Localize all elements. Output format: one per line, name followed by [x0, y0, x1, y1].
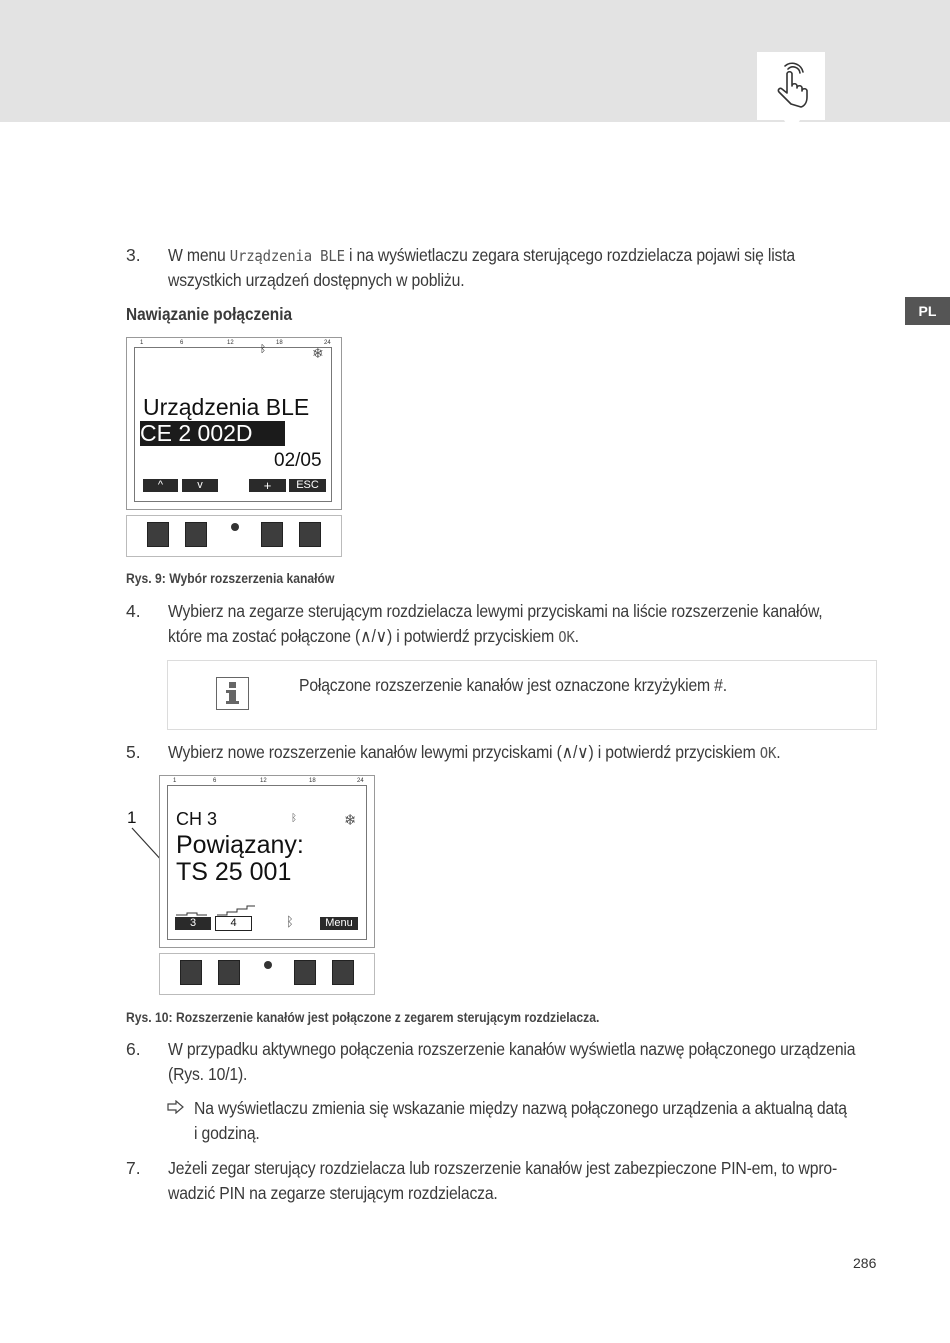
menu-softkey: Menu	[320, 917, 358, 930]
figure-10-caption: Rys. 10: Rozszerzenie kanałów jest połączone z zegarem sterującym rozdzielacza.	[126, 1010, 600, 1025]
tick-1: 1	[140, 340, 144, 346]
figure-10-line1: Powiązany:	[176, 831, 304, 859]
step-5-text	[168, 740, 780, 766]
device-button-1	[180, 960, 202, 985]
step-4-line2-a: które ma zostać połączone (∧/∨) i potwierdź przyciskiem	[168, 626, 559, 646]
tick-12: 12	[260, 778, 267, 784]
step-4-line1: Wybierz na zegarze sterującym rozdzielacza lewymi przyciskami na liście rozszerzenie kanałów,	[168, 601, 823, 621]
figure-10-device	[159, 775, 375, 995]
info-text: Połączone rozszerzenie kanałów jest oznaczone krzyżykiem #.	[299, 675, 727, 695]
tab-touch-icon	[757, 52, 825, 120]
figure-10-channel: CH 3	[176, 809, 218, 829]
step-3-line2: wszystkich urządzeń dostępnych w pobliżu.	[168, 270, 465, 290]
device-led	[231, 523, 239, 531]
tick-12: 12	[227, 340, 234, 346]
tick-1: 1	[173, 778, 177, 784]
figure-9-counter: 02/05	[274, 450, 322, 471]
step-3-text-b: i na wyświetlaczu zegara sterującego rozdzielacza pojawi się lista	[344, 245, 796, 265]
softkey-up: ^	[143, 479, 178, 492]
device-button-4	[299, 522, 321, 547]
section-heading: Nawiązanie połączenia	[126, 304, 293, 324]
bluetooth-status-icon: ᛒ	[286, 914, 294, 929]
page-number: 286	[853, 1255, 877, 1271]
snowflake-icon: ❄	[312, 345, 324, 361]
device-button-2	[218, 960, 240, 985]
bluetooth-icon: ᛒ	[260, 344, 266, 355]
device-led	[264, 961, 272, 969]
figure-9-caption: Rys. 9: Wybór rozszerzenia kanałów	[126, 571, 335, 586]
softkey-down: v	[182, 479, 218, 492]
step-5-ok: OK	[759, 744, 777, 762]
info-box	[167, 660, 877, 730]
figure-9-device	[126, 337, 342, 557]
step-3-menu-name: Urządzenia BLE	[229, 247, 345, 265]
step-3-text	[168, 243, 795, 269]
device-button-2	[185, 522, 207, 547]
step-6-line2: (Rys. 10/1).	[168, 1064, 248, 1084]
step-4-number: 4.	[126, 601, 141, 621]
device-button-1	[147, 522, 169, 547]
step-3-number: 3.	[126, 245, 141, 265]
result-arrow-icon	[167, 1100, 185, 1114]
info-icon	[216, 677, 249, 710]
device-button-4	[332, 960, 354, 985]
step-7-number: 7.	[126, 1158, 141, 1178]
step-4-line2	[168, 624, 579, 650]
bluetooth-icon: ᛒ	[291, 813, 297, 824]
step-6-result-line1: Na wyświetlaczu zmienia się wskazanie między nazwą połączonego urządzenia a aktualną datą	[194, 1098, 847, 1118]
device-button-3	[294, 960, 316, 985]
hand-touch-icon	[757, 52, 825, 120]
softkey-plus: +	[249, 479, 286, 492]
tab-pointer	[784, 120, 800, 134]
step-6-result-line2: i godziną.	[194, 1123, 260, 1143]
step-7-line2: wadzić PIN na zegarze sterującym rozdzielacza.	[168, 1183, 498, 1203]
tick-6: 6	[180, 340, 184, 346]
figure-9-line1: Urządzenia BLE	[143, 394, 310, 420]
tick-24: 24	[357, 778, 364, 784]
channel-box-4: 4	[215, 916, 252, 931]
step-5-text-a: Wybierz nowe rozszerzenie kanałów lewymi przyciskami (∧/∨) i potwierdź przyciskiem	[168, 742, 760, 762]
step-5-text-b: .	[776, 742, 781, 762]
step-4-ok: OK	[558, 628, 575, 646]
step-3-text-a: W menu	[168, 245, 230, 265]
step-7-line1: Jeżeli zegar sterujący rozdzielacza lub rozszerzenie kanałów jest zabezpieczone PIN-em, to wpro-	[168, 1158, 838, 1178]
figure-9-selected-device: CE 2 002D	[140, 421, 285, 446]
tick-24: 24	[324, 340, 331, 346]
step-5-number: 5.	[126, 742, 141, 762]
tick-18: 18	[276, 340, 283, 346]
figure-10-line2: TS 25 001	[176, 858, 292, 886]
step-6-line1: W przypadku aktywnego połączenia rozszerzenie kanałów wyświetla nazwę połączonego urządzenia	[168, 1039, 856, 1059]
channel-box-3: 3	[175, 917, 211, 930]
language-tab: PL	[905, 297, 950, 325]
step-4-line2-b: .	[574, 626, 579, 646]
info-glyph	[217, 678, 247, 708]
step-6-number: 6.	[126, 1039, 141, 1059]
tick-18: 18	[309, 778, 316, 784]
device-button-3	[261, 522, 283, 547]
tick-6: 6	[213, 778, 217, 784]
snowflake-icon: ❄	[344, 812, 357, 829]
softkey-esc: ESC	[289, 479, 326, 492]
switch-program-icon	[175, 903, 255, 917]
callout-number: 1	[127, 808, 137, 827]
